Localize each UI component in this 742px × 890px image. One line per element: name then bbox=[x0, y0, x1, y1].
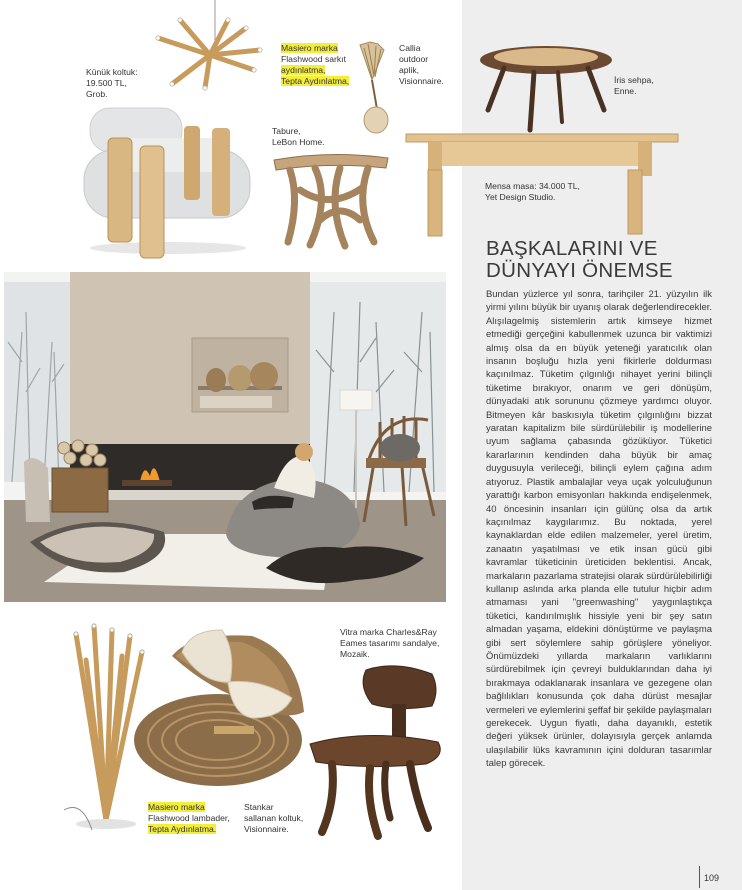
caption-vitra: Vitra marka Charles&Ray Eames tasarımı sandalye, Mozaik. bbox=[340, 627, 440, 659]
caption-callia: Callia outdoor aplik, Visionnaire. bbox=[399, 43, 444, 86]
caption-masiero-floor-lamp: Masiero marka Flashwood lambader, Tepta Aydınlatma. bbox=[148, 802, 230, 834]
stankar-rocking-chair-image bbox=[132, 622, 312, 792]
callia-wall-light-image bbox=[350, 40, 395, 135]
caption-mensa: Mensa masa: 34.000 TL, Yet Design Studio. bbox=[485, 181, 580, 202]
living-room-photo bbox=[4, 272, 446, 602]
page-number-divider bbox=[699, 866, 700, 888]
caption-masiero-pendant: Masiero marka Flashwood sarkıt aydınlatma, Tepta Aydınlatma, bbox=[281, 43, 350, 86]
kunuk-armchair-image bbox=[80, 98, 255, 258]
caption-kunuk: Künük koltuk: 19.500 TL, Grob. bbox=[86, 67, 138, 99]
article-title: BAŞKALARINI VE DÜNYAYI ÖNEMSE bbox=[486, 237, 673, 282]
flashwood-pendant-image bbox=[150, 0, 265, 95]
eames-chair-image bbox=[306, 660, 454, 838]
page-number: 109 bbox=[704, 873, 720, 883]
iris-coffee-table-image bbox=[476, 42, 616, 134]
tabure-root-stool-image bbox=[270, 150, 392, 250]
caption-tabure: Tabure, LeBon Home. bbox=[272, 126, 325, 147]
caption-iris: İris sehpa, Enne. bbox=[614, 75, 654, 96]
caption-stankar: Stankar sallanan koltuk, Visionnaire. bbox=[244, 802, 304, 834]
article-body: Bundan yüzlerce yıl sonra, tarihçiler 21. yüzyılın ilk yirmi yılını büyük bir uyanış olarak değerlendirecekler. Alışılagelmiş sistemlerin artık kimseye hizmet etmediği gerçeğini kabullenmek uzunca bir vaktimizi almış olsa da en büyük yeteneği yaratıcılık olan insanın boşluğu hızla yeni fikirlerle doldurması kaçınılmaz. Tüketim çılgınlığı nihayet yerini bilinçli tüketime bırakıyor, onarım ve geri dönüşüm, dünyadaki atık sorununu çözmeye yardımcı oluyor. Bitmeyen kâr baskısıyla tüketim çılgınlığını bizzat yaratan kapitalizm bile sürdürülebilir iş modellerine uyum sağlama çabasında gözüküyor. Tüketici kararlarının kendinden daha büyük bir amaç duygusuyla verileceği, bilinçli eylem çağına adım atıyoruz. Plastik ambalajlar veya uçak yolculuğunun yarattığı karbon emisyonları hakkında endişelenmek, 40 öncesinin insanları için gülünç olsa da artık kaçınılmaz kaygılarımız. Bu noktada, yerel kaynaklardan elde edilen malzemeler, yerel üretim, zanaatın yaşatılması ve etik insan gücü gibi kavramlar tüketicinin üreticiden beklentisi. Ancak, markaların pazarlama stratejisi olarak sürdürülebilirliği kullanıp aslında arka planda elle tutulur hiçbir adım atmaması yani "greenwashing" yaygınlaştıkça tüketici, kandırılmışlık hissiyle yeni bir şey satın almadan yaşama, eldekini dönüştürme ve paylaşma gibi sert söylemlere sahip görüşlere yöneliyor. Önümüzdeki yıllarda markaların varlıklarını sürdürebilmek için çevreyi bulduklarından daha iyi bırakmaya odaklanarak insanlara ve gezegene olan bağlılıkları konusunda çok daha dürüst mesajlar vermeleri ve eylemlerini şeffaf bir şekilde paylaşmaları gerekecek. Uygun fiyatlı, daha dayanıklı, estetik değeri yüksek ürünler, dolayısıyla gerçek anlamda ulaşılabilir lüks kavramının içini dolduran tasarımlar talep görecek. bbox=[486, 289, 712, 770]
